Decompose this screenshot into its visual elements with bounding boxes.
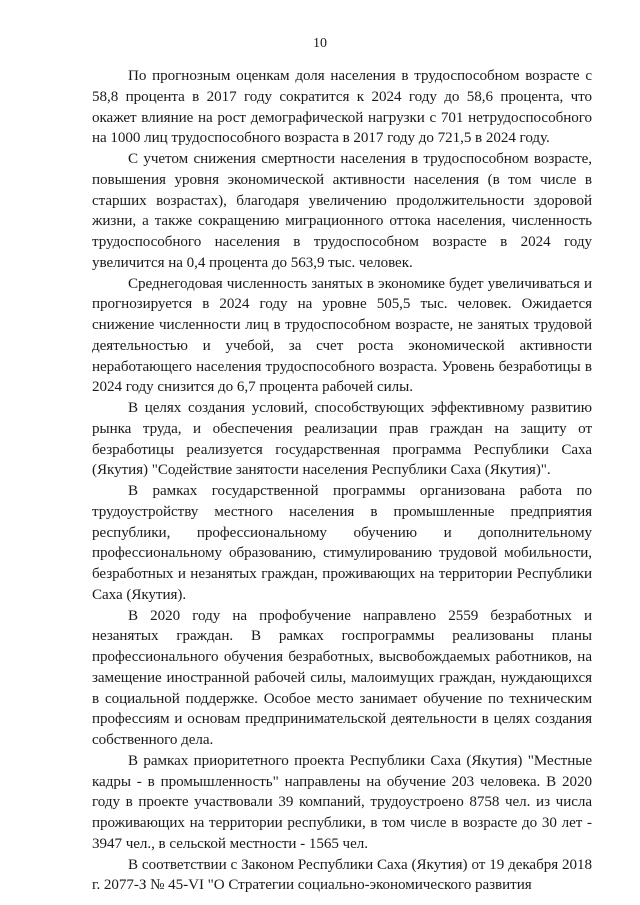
paragraph: В 2020 году на профобучение направлено 2559 безработных и незанятых граждан. В рамках госпрограммы реализованы планы профессионального обучения безработных, высвобождаемых работников, на замещение иностранной рабочей силы, малоимущих граждан, нуждающихся в социальной поддержке. Особое место занимает обучение по техническим профессиям и основам предпринимательской деятельности в целях создания собственного дела. xyxy=(92,607,592,748)
paragraph: В рамках приоритетного проекта Республики Саха (Якутия) "Местные кадры - в промышленность" направлены на обучение 203 человека. В 2020 году в проекте участвовали 39 компаний, трудоустроено 8758 чел. из числа проживающих на территории республики, в том числе в возрасте до 30 лет - 3947 чел., в сельской местности - 1565 чел. xyxy=(92,752,592,852)
paragraph: По прогнозным оценкам доля населения в трудоспособном возрасте с 58,8 процента в 2017 году сократится к 2024 году до 58,6 процента, что окажет влияние на рост демографической нагрузки с 701 нетрудоспособного на 1000 лиц трудоспособного возраста в 2017 году до 721,5 в 2024 году. xyxy=(92,68,592,147)
page-number: 10 xyxy=(313,36,327,51)
paragraph: Среднегодовая численность занятых в экономике будет увеличиваться и прогнозируется в 2024 году на уровне 505,5 тыс. человек. Ожидается снижение численности лиц в трудоспособном возрасте, не занятых трудовой деятельностью и учебой, за счет роста экономической активности неработающего населения трудоспособного возраста. Уровень безработицы в 2024 году снизится до 6,7 процента рабочей силы. xyxy=(92,275,592,396)
document-body xyxy=(92,66,592,896)
paragraph: В целях создания условий, способствующих эффективному развитию рынка труда, и обеспечения реализации прав граждан на защиту от безработицы реализуется государственная программа Республики Саха (Якутия) "Содействие занятости населения Республики Саха (Якутия)". xyxy=(92,400,592,479)
paragraph: С учетом снижения смертности населения в трудоспособном возрасте, повышения уровня экономической активности населения (в том числе в старших возрастах), благодаря увеличению продолжительности здоровой жизни, а также сокращению миграционного оттока населения, численность трудоспособного населения в трудоспособном возрасте в 2024 году увеличится на 0,4 процента до 563,9 тыс. человек. xyxy=(92,151,592,271)
paragraph: В рамках государственной программы организована работа по трудоустройству местного населения в промышленные предприятия республики, профессиональному обучению и дополнительному профессиональному образованию, стимулированию трудовой мобильности, безработных и незанятых граждан, проживающих на территории Республики Саха (Якутия). xyxy=(92,483,592,603)
paragraph: В соответствии с Законом Республики Саха (Якутия) от 19 декабря 2018 г. 2077-З № 45-VI "О Стратегии социально-экономического развития xyxy=(92,856,592,894)
